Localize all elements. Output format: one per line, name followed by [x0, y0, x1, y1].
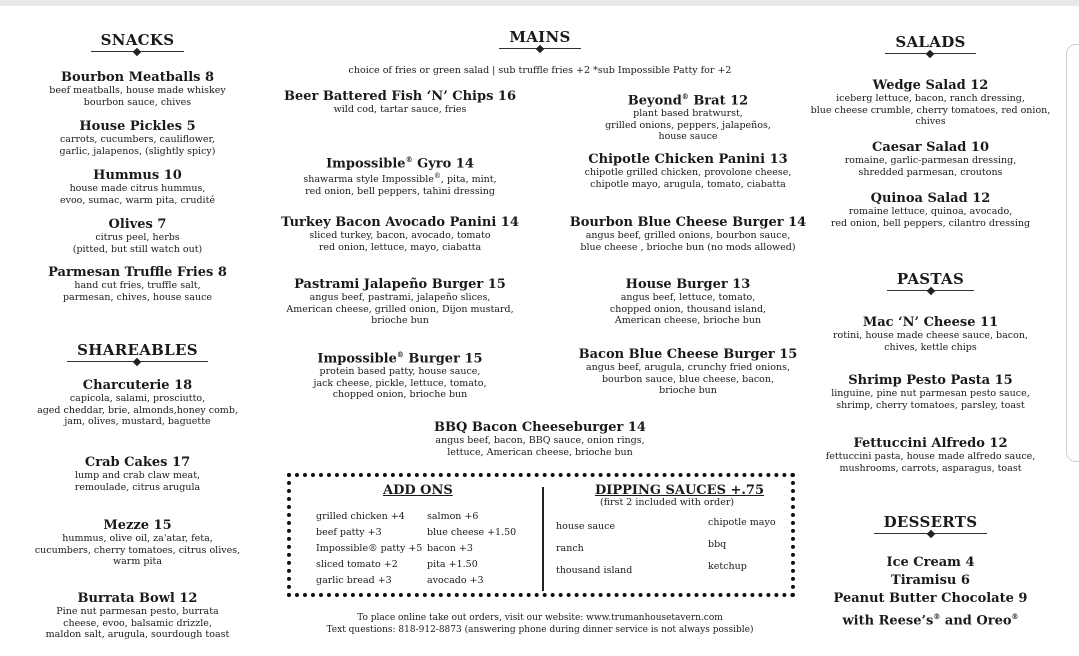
- item-desc: fettuccini pasta, house made alfredo sauce,: [825, 451, 1036, 462]
- left-column: [30, 30, 245, 650]
- footer-phone: Text questions: 818-912-8873 (answering phone during dinner service is not always possible): [326, 625, 754, 635]
- menu-item: [280, 152, 520, 197]
- item-name: Burrata Bowl 12: [77, 591, 198, 606]
- menu-item: [568, 152, 808, 190]
- sauce-item: chipotle mayo: [708, 517, 776, 528]
- menu-item: [30, 168, 245, 206]
- item-name: Parmesan Truffle Fries 8: [48, 265, 227, 280]
- item-desc: garlic, jalapenos, (slightly spicy): [59, 145, 216, 157]
- dipping-subheading: (first 2 included with order): [600, 497, 735, 508]
- item-name: Beer Battered Fish ‘N’ Chips 16: [283, 89, 517, 104]
- item-desc: maldon salt, arugula, sourdough toast: [45, 629, 230, 640]
- item-desc: romaine lettuce, quinoa, avocado,: [848, 206, 1013, 217]
- item-desc: American cheese, grilled onion, Dijon mustard,: [286, 303, 514, 315]
- item-desc: chives, kettle chips: [884, 341, 977, 353]
- addons-dipping-box: [287, 473, 795, 597]
- item-desc: angus beef, lettuce, tomato,: [620, 292, 756, 303]
- menu-item: [30, 119, 245, 157]
- item-name: Caesar Salad 10: [871, 140, 990, 155]
- item-desc: romaine, garlic-parmesan dressing,: [844, 155, 1017, 166]
- item-name: Beyond® Brat 12: [627, 92, 749, 109]
- item-desc: cucumbers, cherry tomatoes, citrus olives,: [34, 544, 241, 556]
- menu-item: [280, 215, 520, 253]
- addons-heading: ADD ONS: [383, 483, 453, 498]
- item-name: Charcuterie 18: [82, 378, 193, 393]
- item-desc: blue cheese , brioche bun (no mods allowed): [580, 241, 796, 253]
- item-desc: brioche bun: [659, 385, 717, 396]
- menu-item: [808, 78, 1053, 128]
- desserts-list: [808, 554, 1053, 630]
- sauce-item: thousand island: [556, 565, 633, 576]
- shareables-heading: SHAREABLES: [67, 341, 208, 362]
- item-name: Bacon Blue Cheese Burger 15: [578, 347, 798, 362]
- addon-item: pita +1.50: [427, 559, 478, 570]
- item-desc: angus beef, arugula, crunchy fried onions,: [585, 362, 791, 373]
- menu-item: [568, 347, 808, 397]
- item-desc: jam, olives, mustard, baguette: [64, 416, 211, 427]
- addon-item: grilled chicken +4: [316, 511, 405, 522]
- item-desc: house sauce: [658, 131, 718, 143]
- addon-item: blue cheese +1.50: [427, 527, 517, 538]
- mains-left-column: [280, 0, 520, 470]
- side-panel-edge: [1066, 44, 1079, 462]
- dessert-item: Tiramisu 6: [891, 573, 970, 588]
- item-desc: Pine nut parmesan pesto, burrata: [56, 606, 219, 617]
- item-desc: (pitted, but still watch out): [72, 243, 203, 255]
- item-name: Mezze 15: [103, 518, 172, 533]
- item-desc: American cheese, brioche bun: [614, 315, 762, 326]
- item-desc: protein based patty, house sauce,: [319, 366, 481, 378]
- addon-item: Impossible® patty +5: [316, 543, 423, 554]
- item-name: House Burger 13: [625, 277, 751, 292]
- item-name: Quinoa Salad 12: [870, 191, 991, 206]
- item-desc: shrimp, cherry tomatoes, parsley, toast: [836, 399, 1025, 411]
- snacks-heading: SNACKS: [91, 31, 185, 52]
- item-desc: chives: [915, 116, 946, 127]
- sauce-item: ketchup: [708, 561, 747, 572]
- item-desc: house made citrus hummus,: [69, 183, 206, 194]
- item-desc: capicola, salami, prosciutto,: [69, 393, 206, 404]
- footer-website: To place online take out orders, visit our website: www.trumanhousetavern.com: [357, 613, 723, 623]
- item-desc: red onion, lettuce, mayo, ciabatta: [318, 241, 482, 253]
- right-column: [808, 30, 1053, 650]
- sauce-item: ranch: [556, 543, 584, 554]
- mains-heading: MAINS: [499, 28, 580, 49]
- menu-item: [30, 70, 245, 108]
- item-desc: evoo, sumac, warm pita, crudité: [59, 194, 216, 206]
- menu-item: [30, 378, 245, 428]
- dessert-item: Peanut Butter Chocolate 9: [833, 591, 1028, 606]
- item-desc: hummus, olive oil, za'atar, feta,: [62, 533, 213, 544]
- item-name: Impossible® Burger 15: [317, 350, 483, 367]
- item-desc: wild cod, tartar sauce, fries: [333, 104, 467, 115]
- mains-note: choice of fries or green salad | sub truffle fries +2 *sub Impossible Patty for +2: [348, 65, 732, 76]
- menu-item: [280, 89, 520, 116]
- item-desc: red onion, bell peppers, cilantro dressing: [830, 217, 1031, 229]
- item-name: BBQ Bacon Cheeseburger 14: [434, 420, 646, 435]
- item-desc: angus beef, pastrami, jalapeño slices,: [309, 292, 491, 303]
- item-name: Bourbon Blue Cheese Burger 14: [569, 215, 807, 230]
- menu-item: [568, 277, 808, 327]
- item-desc: mushrooms, carrots, asparagus, toast: [839, 462, 1022, 474]
- menu-item: [568, 89, 808, 143]
- menu-item: [808, 373, 1053, 411]
- menu-item: [808, 191, 1053, 229]
- sauce-item: house sauce: [556, 521, 616, 532]
- item-desc: chipotle grilled chicken, provolone cheese,: [584, 167, 792, 178]
- menu-item: [808, 436, 1053, 474]
- item-desc: bourbon sauce, chives: [83, 96, 192, 108]
- addon-item: salmon +6: [427, 511, 479, 522]
- item-desc: bourbon sauce, blue cheese, bacon,: [601, 373, 775, 385]
- item-desc: jack cheese, pickle, lettuce, tomato,: [313, 377, 487, 389]
- menu-item: [808, 140, 1053, 178]
- item-desc: remoulade, citrus arugula: [74, 481, 201, 493]
- dessert-item: with Reese’s® and Oreo®: [842, 612, 1019, 629]
- item-desc: blue cheese crumble, cherry tomatoes, red onion,: [810, 104, 1051, 116]
- item-desc: hand cut fries, truffle salt,: [74, 280, 201, 291]
- item-name: Crab Cakes 17: [84, 455, 191, 470]
- item-name: Bourbon Meatballs 8: [60, 70, 215, 85]
- item-desc: angus beef, grilled onions, bourbon sauce,: [585, 230, 791, 241]
- item-name: Shrimp Pesto Pasta 15: [848, 373, 1013, 388]
- top-edge: [0, 0, 1079, 6]
- item-desc: grilled onions, peppers, jalapeños,: [605, 119, 771, 131]
- item-desc: shredded parmesan, croutons: [858, 166, 1003, 178]
- item-desc: parmesan, chives, house sauce: [62, 291, 213, 303]
- item-desc: rotini, house made cheese sauce, bacon,: [833, 330, 1028, 341]
- item-desc: chipotle mayo, arugula, tomato, ciabatta: [590, 178, 786, 190]
- mains-right-column: [568, 0, 808, 470]
- salads-heading: SALADS: [885, 33, 975, 54]
- item-name: House Pickles 5: [79, 119, 196, 134]
- addon-item: beef patty +3: [316, 527, 382, 538]
- item-name: Pastrami Jalapeño Burger 15: [294, 277, 506, 292]
- addon-item: sliced tomato +2: [316, 559, 398, 570]
- item-name: Turkey Bacon Avocado Panini 14: [281, 215, 519, 230]
- item-name: Hummus 10: [93, 168, 182, 183]
- pastas-heading: PASTAS: [887, 270, 974, 291]
- item-name: Olives 7: [108, 217, 167, 232]
- menu-item: [30, 455, 245, 493]
- item-desc: plant based bratwurst,: [633, 108, 743, 120]
- item-desc: lettuce, American cheese, brioche bun: [447, 446, 633, 458]
- item-desc: linguine, pine nut parmesan pesto sauce,: [831, 388, 1030, 399]
- menu-item: [30, 591, 245, 641]
- item-desc: shawarma style Impossible®, pita, mint,: [303, 172, 497, 186]
- item-name: Mac ‘N’ Cheese 11: [862, 315, 999, 330]
- dipping-heading: DIPPING SAUCES +.75: [595, 483, 764, 498]
- menu-item: [400, 420, 680, 458]
- item-desc: lump and crab claw meat,: [74, 470, 201, 481]
- menu-item: [280, 347, 520, 401]
- menu-item: [30, 518, 245, 568]
- menu-item: [568, 215, 808, 253]
- item-desc: iceberg lettuce, bacon, ranch dressing,: [836, 93, 1025, 104]
- menu-item: [808, 315, 1053, 353]
- sauce-item: bbq: [708, 539, 727, 550]
- dessert-item: Ice Cream 4: [886, 555, 975, 570]
- addon-item: avocado +3: [427, 575, 484, 586]
- item-desc: chopped onion, thousand island,: [609, 303, 767, 315]
- menu-item: [30, 265, 245, 303]
- item-desc: chopped onion, brioche bun: [332, 389, 468, 401]
- item-name: Chipotle Chicken Panini 13: [588, 152, 788, 167]
- item-desc: cheese, evoo, balsamic drizzle,: [63, 617, 212, 629]
- item-name: Fettuccini Alfredo 12: [853, 436, 1008, 451]
- item-desc: citrus peel, herbs: [95, 232, 180, 243]
- box-divider: [542, 487, 544, 591]
- item-desc: aged cheddar, brie, almonds,honey comb,: [37, 404, 238, 416]
- item-desc: beef meatballs, house made whiskey: [49, 85, 226, 96]
- item-name: Wedge Salad 12: [872, 78, 989, 93]
- item-desc: sliced turkey, bacon, avocado, tomato: [309, 230, 491, 241]
- item-desc: brioche bun: [371, 315, 429, 326]
- desserts-heading: DESSERTS: [874, 513, 988, 534]
- item-desc: warm pita: [113, 556, 162, 567]
- menu-item: [30, 217, 245, 255]
- addon-item: garlic bread +3: [316, 575, 392, 586]
- menu-item: [280, 277, 520, 327]
- item-name: Impossible® Gyro 14: [326, 155, 474, 172]
- addon-item: bacon +3: [427, 543, 473, 554]
- item-desc: carrots, cucumbers, cauliflower,: [59, 134, 216, 145]
- item-desc: red onion, bell peppers, tahini dressing: [305, 185, 495, 197]
- item-desc: angus beef, bacon, BBQ sauce, onion rings,: [435, 435, 645, 446]
